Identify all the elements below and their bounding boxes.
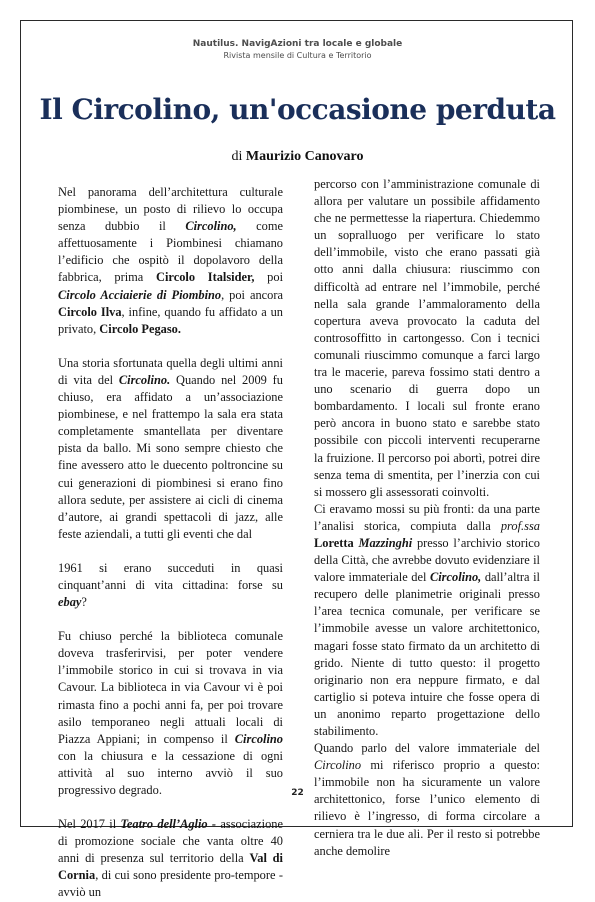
paragraph: Nel panorama dell’architettura culturale piombinese, un posto di rilievo lo occupa senza dubbio il Circolino, come affettuosamente i Piombinesi chiamano l’edificio che ospitò il dopolavoro della fabbrica, prima Circolo Italsider, poi Circolo Acciaierie di Piombino, poi ancora Circolo Ilva, infine, quando fu affidato a un privato, Circolo Pegaso. — [58, 185, 284, 336]
running-header — [0, 38, 595, 61]
page-number: 22 — [291, 788, 304, 798]
paragraph: 1961 si erano succeduti in quasi cinquant’anni di vita cittadina: forse su ebay? — [58, 560, 283, 610]
author-name: Maurizio Canovaro — [245, 149, 364, 164]
paragraph: Una storia sfortunata quella degli ultimi anni di vita del Circolino. Quando nel 2009 fu chiuso, era affidato a un’associazione piombinese, e nel frattempo la sala era stata completamente smantellata per diventare pista da ballo. Mi sono sempre chiesto che fine avessero atto le duecento poltroncine su cui generazioni di piombinesi si erano fino allora sedute, per assistere ai cicli di cinema d’autore, ai grandi spettacoli di jazz, alle feste aziendali, a tutti gli eventi che dal — [58, 355, 283, 541]
paragraph: Ci eravamo mossi su più fronti: da una parte l’analisi storica, compiuta dalla prof.ssa Loretta Mazzinghi presso l’archivio storico della Città, che avrebbe dovuto evidenziare il valore immateriale del Circolino, dall’altra il recupero delle planimetrie originali presso l’area tecnica comunale, per verificare se l’immobile avesse un valore architettonico, magari fosse stato firmato da un architetto di grido. Niente di tutto questo: il progetto originario non era neppure firmato, e dal cartiglio si poteva intuire che fosse opera di un anonimo reparto progettazione dello stabilimento. — [314, 501, 540, 738]
right-column — [314, 176, 540, 860]
paragraph: Nel 2017 il Teatro dell’Aglio - associazione di promozione sociale che vanta oltre 40 anni di presenza sul territorio della Val di Cornia, di cui sono presidente pro-tempore - avviò un — [58, 817, 283, 900]
article-title: Il Circolino, un'occasione perduta — [39, 93, 556, 126]
paragraph: Quando parlo del valore immateriale del Circolino mi riferisco proprio a questo: l’immobile non ha sicuramente un valore architettonico, forse l’unico elemento di rilievo è l’ingresso, di forma circolare a cerniera tra le due ali. Per il resto si potrebbe anche demolire — [314, 741, 540, 858]
journal-subtitle: Rivista mensile di Cultura e Territorio — [223, 51, 372, 60]
paragraph: Fu chiuso perché la biblioteca comunale doveva trasferirvisi, per poter vendere l’immobile storico in cui si trovava in via Cavour. La biblioteca in via Cavour vi è poi rimasta fino a pochi anni fa, per poi trovare asilo temporaneo negli attuali locali di Piazza Appiani; in compenso il Circolino con la chiusura e la cessazione di ogni attività al suo interno avviò il suo progressivo degrado. — [58, 629, 283, 797]
byline — [0, 148, 595, 166]
byline-prefix: di — [231, 149, 243, 164]
journal-name: Nautilus. NavigAzioni tra locale e globale — [192, 39, 403, 49]
paragraph: percorso con l’amministrazione comunale di allora per valutare un possibile affidamento che ne permettesse la riapertura. Chiedemmo un sopralluogo per verificare lo stato dell’immobile, visto che erano passati già otto anni dalla chiusura: riuscimmo con difficoltà ad entrare nel l’immobile, perché nella sala grande l’ammaloramento della copertura aveva provocato la caduta del controsoffitto in cartongesso. Con i tecnici comunali riuscimmo comunque a farci largo tra le macerie, pareva fossimo stati dentro a uno scenario di guerra dopo un bombardamento. I locali sul fronte erano però ancora in buono stato e sarebbe stato possibile con piccoli interventi recuperarne la fruizione. Il percorso poi abortì, potrei dire senza tema di smentita, per l’inerzia con cui si mossero gli assessorati coinvolti. — [314, 177, 540, 499]
